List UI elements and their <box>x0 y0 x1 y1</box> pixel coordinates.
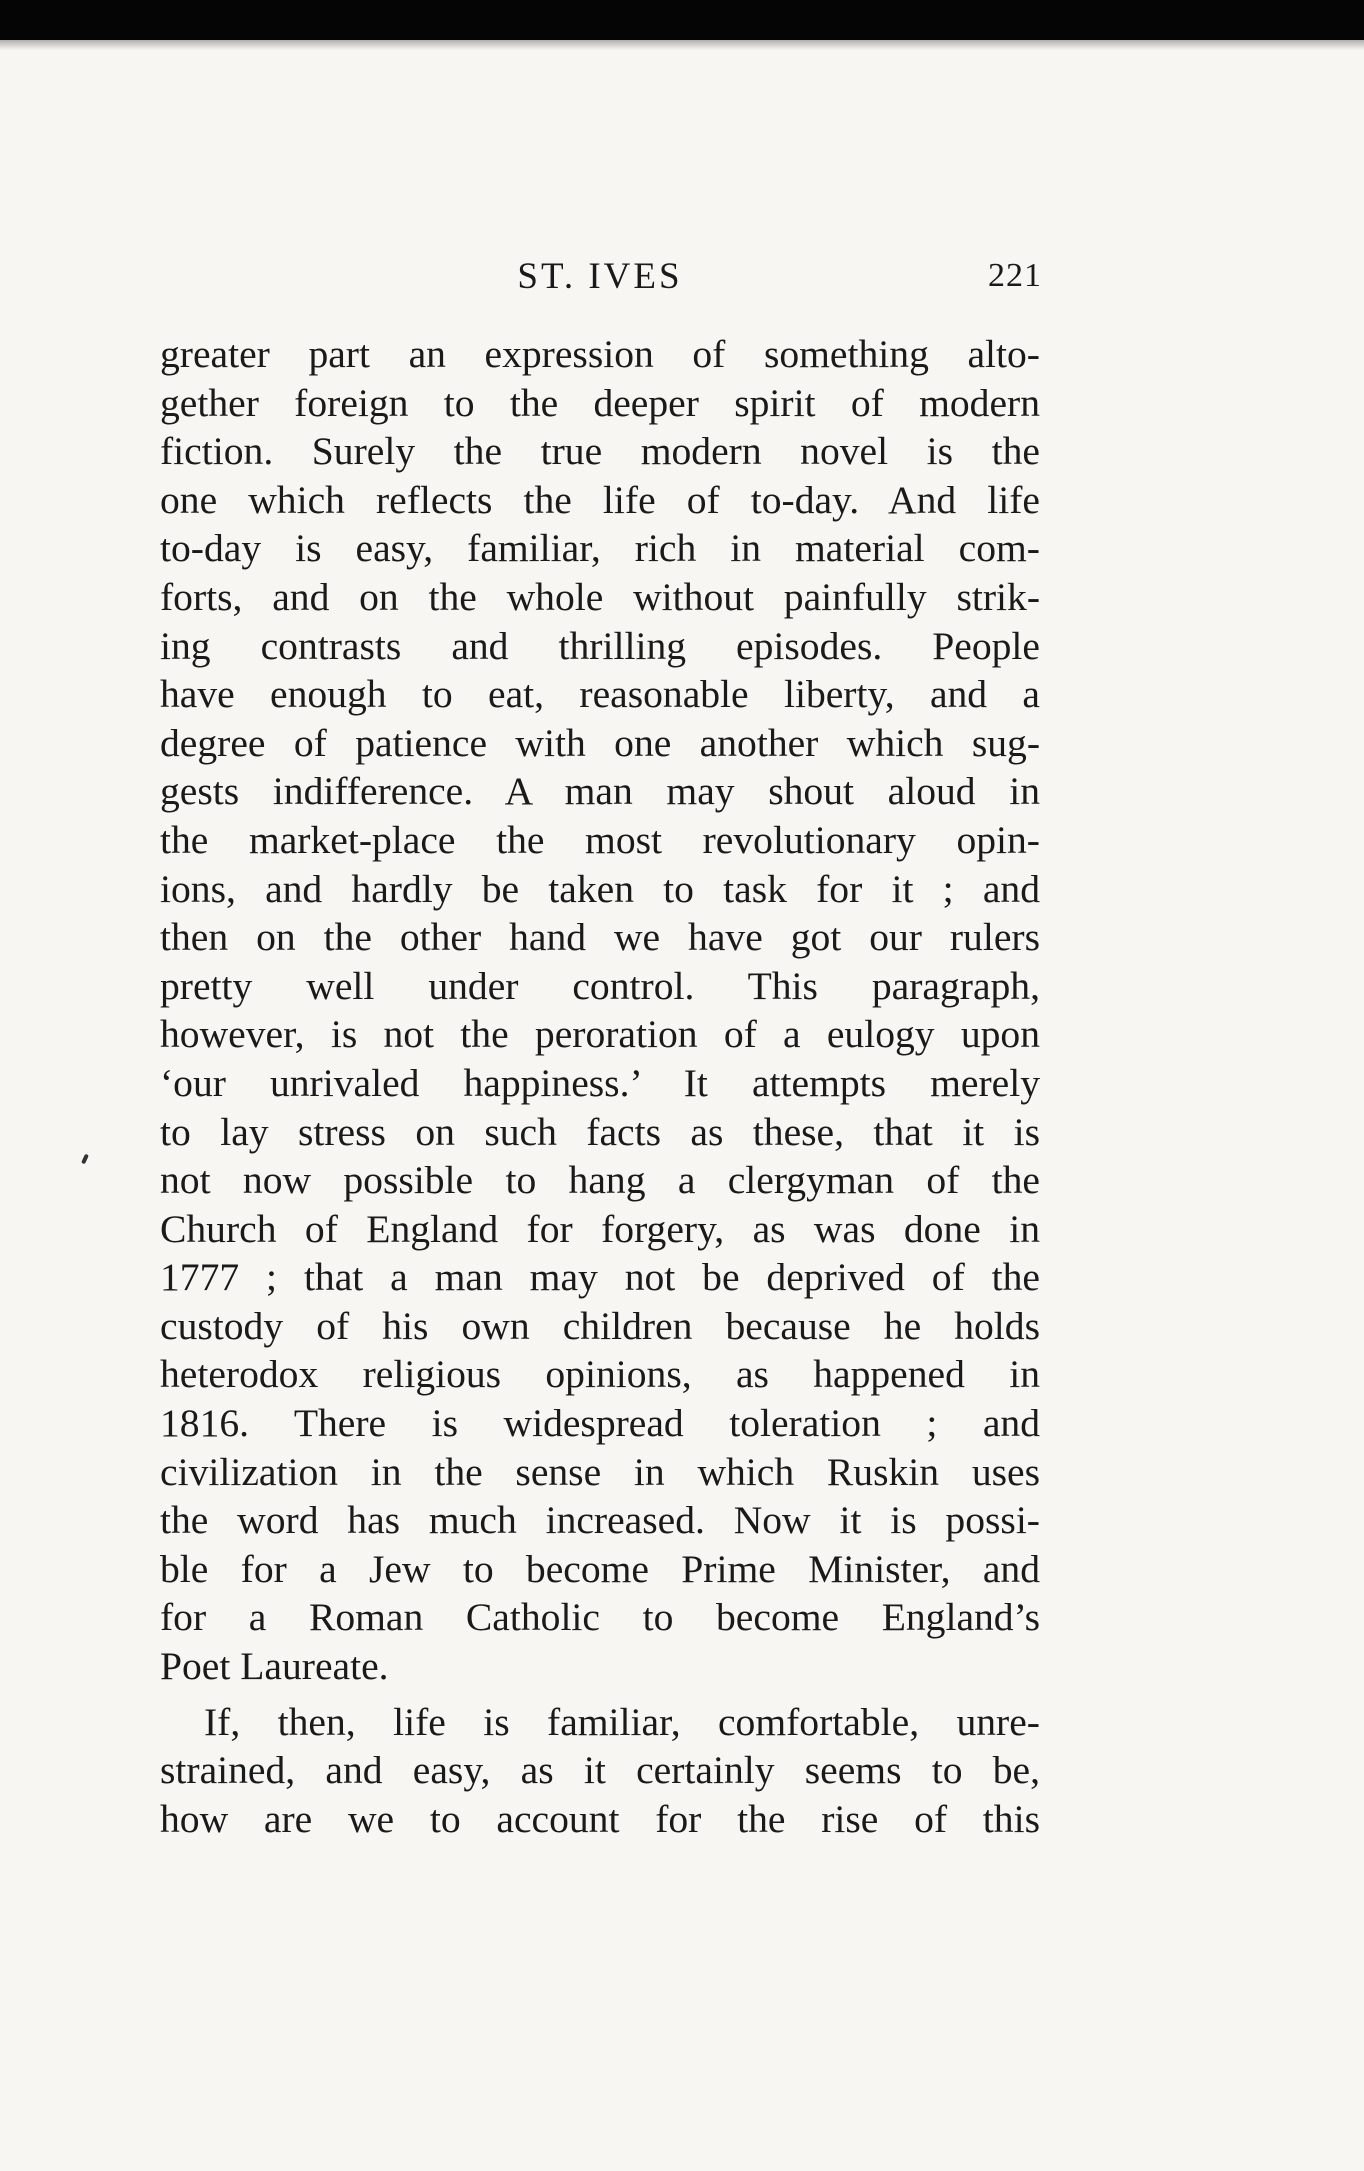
text-line: heterodox religious opinions, as happened in <box>160 1352 1040 1397</box>
text-line: not now possible to hang a clergyman of the <box>160 1158 1040 1203</box>
text-line: gether foreign to the deeper spirit of modern <box>160 380 1040 425</box>
running-head <box>160 255 1040 305</box>
text-line: however, is not the peroration of a eulogy upon <box>160 1012 1040 1057</box>
paragraph-2 <box>160 1698 1040 1844</box>
body-text <box>160 330 1040 1843</box>
text-line: Poet Laureate. <box>160 1644 389 1689</box>
text-line: custody of his own children because he holds <box>160 1303 1040 1348</box>
text-line: degree of patience with one another which sug- <box>160 720 1040 765</box>
page-number: 221 <box>988 257 1042 294</box>
text-line: If, then, life is familiar, comfortable, unre- <box>204 1699 1040 1744</box>
text-line: pretty well under control. This paragraph, <box>160 963 1040 1008</box>
ink-speck <box>81 1154 89 1165</box>
text-line: 1816. There is widespread toleration ; and <box>160 1401 1040 1446</box>
text-line: the word has much increased. Now it is possi- <box>160 1498 1040 1543</box>
text-line: 1777 ; that a man may not be deprived of the <box>160 1255 1040 1300</box>
text-line: to lay stress on such facts as these, that it is <box>160 1109 1040 1154</box>
text-line: one which reflects the life of to-day. And life <box>160 477 1040 522</box>
text-line: fiction. Surely the true modern novel is the <box>160 429 1040 474</box>
text-line: Church of England for forgery, as was done in <box>160 1206 1040 1251</box>
text-line: gests indifference. A man may shout aloud in <box>160 769 1040 814</box>
scan-border-shadow <box>0 40 1364 50</box>
text-line: ‘our unrivaled happiness.’ It attempts merely <box>160 1060 1040 1105</box>
scan-top-border <box>0 0 1364 40</box>
text-line: have enough to eat, reasonable liberty, and a <box>160 672 1040 717</box>
paragraph-1 <box>160 330 1040 1691</box>
text-line: forts, and on the whole without painfully strik- <box>160 574 1040 619</box>
text-line: for a Roman Catholic to become England’s <box>160 1595 1040 1640</box>
text-line: strained, and easy, as it certainly seems to be, <box>160 1748 1040 1793</box>
running-title: ST. IVES <box>517 256 683 297</box>
text-line: civilization in the sense in which Ruskin uses <box>160 1449 1040 1494</box>
paragraph-gap <box>160 1691 1040 1698</box>
text-line: greater part an expression of something alto- <box>160 332 1040 376</box>
text-line: how are we to account for the rise of this <box>160 1796 1040 1841</box>
text-line: ions, and hardly be taken to task for it ; and <box>160 866 1040 911</box>
text-line: ble for a Jew to become Prime Minister, and <box>160 1546 1040 1591</box>
text-line: to-day is easy, familiar, rich in material com- <box>160 526 1040 571</box>
text-line: then on the other hand we have got our rulers <box>160 915 1040 960</box>
text-line: the market-place the most revolutionary opin- <box>160 817 1040 862</box>
text-line: ing contrasts and thrilling episodes. People <box>160 623 1040 668</box>
